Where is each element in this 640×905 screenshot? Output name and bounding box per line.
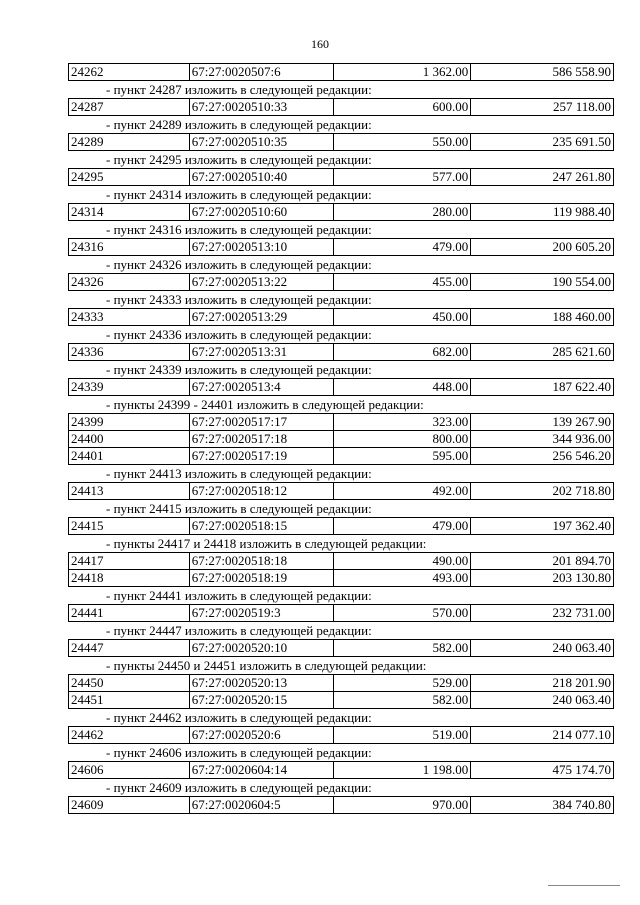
area-cell: 800.00 [334, 431, 472, 447]
item-number-cell: 24418 [69, 570, 190, 586]
cadastral-number-cell: 67:27:0020520:15 [190, 692, 334, 708]
value-cell: 139 267.90 [471, 414, 614, 430]
table-row [68, 238, 614, 256]
area-cell: 550.00 [334, 134, 472, 150]
value-cell: 188 460.00 [471, 309, 614, 325]
area-cell: 582.00 [334, 692, 472, 708]
cadastral-number-cell: 67:27:0020513:31 [190, 344, 334, 360]
area-cell: 582.00 [334, 640, 472, 656]
cadastral-number-cell: 67:27:0020518:19 [190, 570, 334, 586]
cadastral-number-cell: 67:27:0020518:15 [190, 518, 334, 534]
area-cell: 492.00 [334, 483, 472, 499]
amendment-instruction: - пункт 24415 изложить в следующей редакции: [106, 501, 372, 516]
cadastral-number-cell: 67:27:0020510:35 [190, 134, 334, 150]
value-cell: 475 174.70 [471, 762, 614, 778]
table-row [68, 308, 614, 326]
table-row [68, 63, 614, 81]
value-cell: 214 077.10 [471, 727, 614, 743]
amendment-instruction: - пункт 24314 изложить в следующей редакции: [106, 187, 372, 202]
table-row [68, 133, 614, 151]
area-cell: 479.00 [334, 239, 472, 255]
cadastral-number-cell: 67:27:0020520:13 [190, 675, 334, 691]
table-row [68, 552, 614, 570]
amendment-instruction: - пункт 24339 изложить в следующей редакции: [106, 362, 372, 377]
amendment-instruction: - пункты 24399 - 24401 изложить в следующей редакции: [106, 397, 424, 412]
table-row [68, 639, 614, 657]
amendment-instruction: - пункты 24450 и 24451 изложить в следующей редакции: [106, 658, 427, 673]
item-number-cell: 24415 [69, 518, 190, 534]
amendment-instruction: - пункт 24441 изложить в следующей редакции: [106, 588, 372, 603]
table-row [68, 343, 614, 361]
item-number-cell: 24289 [69, 134, 190, 150]
cadastral-number-cell: 67:27:0020513:22 [190, 274, 334, 290]
amendment-instruction: - пункт 24316 изложить в следующей редакции: [106, 222, 372, 237]
item-number-cell: 24399 [69, 414, 190, 430]
amendment-instruction: - пункт 24609 изложить в следующей редакции: [106, 780, 372, 795]
cadastral-number-cell: 67:27:0020518:18 [190, 553, 334, 569]
area-cell: 448.00 [334, 379, 472, 395]
area-cell: 493.00 [334, 570, 472, 586]
value-cell: 240 063.40 [471, 640, 614, 656]
footer-rule [548, 885, 620, 886]
table-row [68, 692, 614, 709]
item-number-cell: 24447 [69, 640, 190, 656]
value-cell: 384 740.80 [471, 797, 614, 813]
amendment-instruction: - пункт 24333 изложить в следующей редакции: [106, 292, 372, 307]
amendment-instruction: - пункт 24447 изложить в следующей редакции: [106, 623, 372, 638]
cadastral-number-cell: 67:27:0020510:33 [190, 99, 334, 115]
area-cell: 1 198.00 [334, 762, 472, 778]
cadastral-number-cell: 67:27:0020517:18 [190, 431, 334, 447]
item-number-cell: 24295 [69, 169, 190, 185]
amendment-instruction: - пункты 24417 и 24418 изложить в следующей редакции: [106, 536, 427, 551]
amendment-instruction: - пункт 24295 изложить в следующей редакции: [106, 152, 372, 167]
area-cell: 490.00 [334, 553, 472, 569]
item-number-cell: 24441 [69, 605, 190, 621]
amendment-instruction: - пункт 24413 изложить в следующей редакции: [106, 466, 372, 481]
cadastral-number-cell: 67:27:0020604:14 [190, 762, 334, 778]
value-cell: 257 118.00 [471, 99, 614, 115]
value-cell: 344 936.00 [471, 431, 614, 447]
cadastral-number-cell: 67:27:0020520:6 [190, 727, 334, 743]
table-row [68, 726, 614, 744]
table-row [68, 570, 614, 587]
item-number-cell: 24287 [69, 99, 190, 115]
table-row [68, 517, 614, 535]
item-number-cell: 24462 [69, 727, 190, 743]
item-number-cell: 24609 [69, 797, 190, 813]
value-cell: 235 691.50 [471, 134, 614, 150]
area-cell: 970.00 [334, 797, 472, 813]
area-cell: 682.00 [334, 344, 472, 360]
area-cell: 595.00 [334, 448, 472, 464]
item-number-cell: 24400 [69, 431, 190, 447]
amendment-instruction: - пункт 24462 изложить в следующей редакции: [106, 710, 372, 725]
item-number-cell: 24314 [69, 204, 190, 220]
table-row [68, 674, 614, 692]
item-number-cell: 24450 [69, 675, 190, 691]
amendment-instruction: - пункт 24336 изложить в следующей редакции: [106, 327, 372, 342]
area-cell: 280.00 [334, 204, 472, 220]
value-cell: 240 063.40 [471, 692, 614, 708]
amendment-instruction: - пункт 24287 изложить в следующей редакции: [106, 82, 372, 97]
cadastral-number-cell: 67:27:0020517:17 [190, 414, 334, 430]
area-cell: 600.00 [334, 99, 472, 115]
amendment-instruction: - пункт 24289 изложить в следующей редакции: [106, 117, 372, 132]
area-cell: 519.00 [334, 727, 472, 743]
item-number-cell: 24606 [69, 762, 190, 778]
area-cell: 479.00 [334, 518, 472, 534]
item-number-cell: 24417 [69, 553, 190, 569]
table-row [68, 203, 614, 221]
area-cell: 450.00 [334, 309, 472, 325]
amendment-content [68, 63, 614, 814]
value-cell: 285 621.60 [471, 344, 614, 360]
value-cell: 247 261.80 [471, 169, 614, 185]
table-row [68, 482, 614, 500]
table-row [68, 796, 614, 814]
item-number-cell: 24401 [69, 448, 190, 464]
cadastral-number-cell: 67:27:0020510:60 [190, 204, 334, 220]
value-cell: 586 558.90 [471, 64, 614, 80]
cadastral-number-cell: 67:27:0020513:10 [190, 239, 334, 255]
table-row [68, 448, 614, 465]
area-cell: 455.00 [334, 274, 472, 290]
value-cell: 119 988.40 [471, 204, 614, 220]
table-row [68, 378, 614, 396]
area-cell: 529.00 [334, 675, 472, 691]
page-number: 160 [311, 37, 329, 51]
value-cell: 201 894.70 [471, 553, 614, 569]
value-cell: 200 605.20 [471, 239, 614, 255]
item-number-cell: 24336 [69, 344, 190, 360]
cadastral-number-cell: 67:27:0020517:19 [190, 448, 334, 464]
area-cell: 323.00 [334, 414, 472, 430]
item-number-cell: 24316 [69, 239, 190, 255]
value-cell: 202 718.80 [471, 483, 614, 499]
area-cell: 1 362.00 [334, 64, 472, 80]
value-cell: 190 554.00 [471, 274, 614, 290]
table-row [68, 761, 614, 779]
table-row [68, 98, 614, 116]
item-number-cell: 24339 [69, 379, 190, 395]
cadastral-number-cell: 67:27:0020507:6 [190, 64, 334, 80]
value-cell: 256 546.20 [471, 448, 614, 464]
item-number-cell: 24326 [69, 274, 190, 290]
item-number-cell: 24333 [69, 309, 190, 325]
cadastral-number-cell: 67:27:0020513:4 [190, 379, 334, 395]
value-cell: 232 731.00 [471, 605, 614, 621]
table-row [68, 604, 614, 622]
table-row [68, 168, 614, 186]
area-cell: 577.00 [334, 169, 472, 185]
cadastral-number-cell: 67:27:0020519:3 [190, 605, 334, 621]
value-cell: 197 362.40 [471, 518, 614, 534]
cadastral-number-cell: 67:27:0020513:29 [190, 309, 334, 325]
cadastral-number-cell: 67:27:0020510:40 [190, 169, 334, 185]
value-cell: 203 130.80 [471, 570, 614, 586]
amendment-instruction: - пункт 24326 изложить в следующей редакции: [106, 257, 372, 272]
cadastral-number-cell: 67:27:0020604:5 [190, 797, 334, 813]
table-row [68, 413, 614, 431]
table-row [68, 273, 614, 291]
area-cell: 570.00 [334, 605, 472, 621]
value-cell: 187 622.40 [471, 379, 614, 395]
cadastral-number-cell: 67:27:0020518:12 [190, 483, 334, 499]
cadastral-number-cell: 67:27:0020520:10 [190, 640, 334, 656]
item-number-cell: 24451 [69, 692, 190, 708]
value-cell: 218 201.90 [471, 675, 614, 691]
item-number-cell: 24262 [69, 64, 190, 80]
item-number-cell: 24413 [69, 483, 190, 499]
amendment-instruction: - пункт 24606 изложить в следующей редакции: [106, 745, 372, 760]
table-row [68, 431, 614, 448]
